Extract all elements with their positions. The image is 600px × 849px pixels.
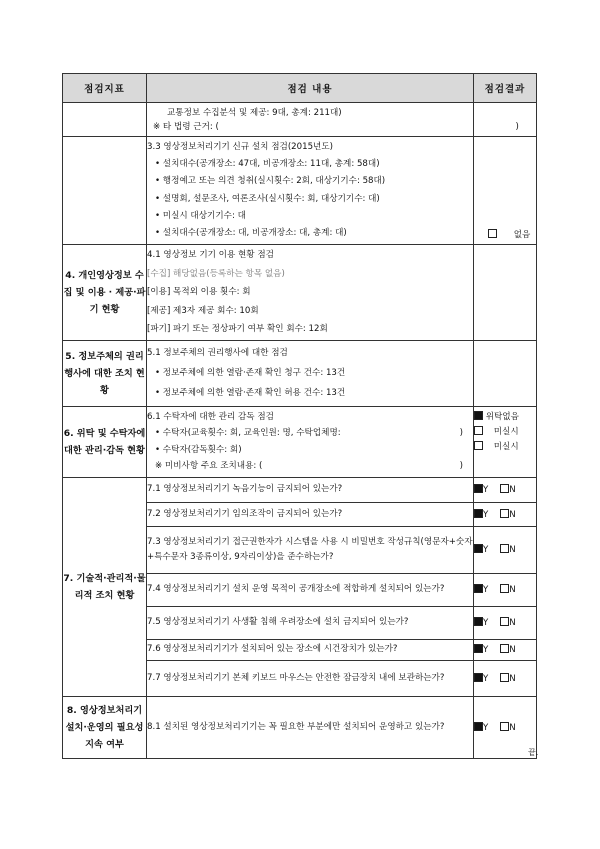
- yn-7-4: Y N: [474, 585, 516, 595]
- top-line1: 교통정보 수집분석 및 제공: 9대, 총계: 211대): [167, 107, 342, 118]
- checkbox-yes[interactable]: [474, 509, 483, 518]
- yn-7-1: Y N: [474, 485, 516, 495]
- header-indicator: 점검지표: [63, 74, 147, 103]
- row-5: [63, 340, 537, 406]
- checkbox-yes[interactable]: [474, 484, 483, 493]
- yn-7-6: Y N: [474, 645, 516, 655]
- s4-title: 4.1 영상정보 기기 이용 현황 점검: [147, 250, 274, 261]
- header-row: [63, 74, 537, 103]
- s3-line4: • 미실시 대상기기수: 대: [155, 210, 246, 221]
- s3-result: 없음: [474, 228, 536, 240]
- checkbox-none[interactable]: [488, 229, 497, 238]
- s3-line5: • 설치대수(공개장소: 대, 비공개장소: 대, 총계: 대): [155, 228, 347, 239]
- checkbox-no[interactable]: [500, 617, 509, 626]
- yn-8-1: Y N: [474, 723, 516, 733]
- row-8: [63, 696, 537, 758]
- s3-title: 3.3 영상정보처리기기 신규 설치 점검(2015년도): [147, 142, 333, 152]
- s7-item5: 7.5 영상정보처리기기 사생활 침해 우려장소에 설치 금지되어 있는가?: [147, 606, 474, 639]
- s3-line3: • 설명회, 설문조사, 여론조사(실시횟수: 회, 대상기기수: 대): [155, 193, 380, 204]
- checkbox-yes[interactable]: [474, 673, 483, 682]
- s6-result1: 위탁없음: [474, 410, 536, 425]
- checkbox-yes[interactable]: [474, 722, 483, 731]
- indicator-6: 6. 위탁 및 수탁자에 대한 관리·감독 현황: [63, 406, 147, 477]
- checkbox-yes[interactable]: [474, 617, 483, 626]
- checkbox-no[interactable]: [500, 722, 509, 731]
- top-line2: ※ 타 법령 근거: ( ): [153, 121, 519, 132]
- s6-line3: ※ 미비사항 주요 조치내용: ( ): [155, 461, 463, 472]
- checkbox-no[interactable]: [500, 673, 509, 682]
- checkbox-no[interactable]: [500, 484, 509, 493]
- s3-line2: • 행정예고 또는 의견 청취(실시횟수: 2회, 대상기기수: 58대): [155, 176, 386, 187]
- s6-line1: • 수탁자(교육횟수: 회, 교육인원: 명, 수탁업체명: ): [155, 428, 463, 439]
- yn-7-2: Y N: [474, 510, 516, 520]
- s7-item4: 7.4 영상정보처리기기 설치 운영 목적이 공개장소에 적합하게 설치되어 있는가?: [147, 573, 474, 606]
- header-result: 점검결과: [474, 74, 537, 103]
- s4-collect: [수집] 해당없음(등록하는 항목 없음): [147, 268, 285, 279]
- row-7-1: [63, 477, 537, 502]
- s7-item1: 7.1 영상정보처리기기 녹음기능이 금지되어 있는가?: [147, 477, 474, 502]
- s5-title: 5.1 정보주체의 권리행사에 대한 점검: [147, 348, 288, 359]
- s4-provide: [제공] 제3자 제공 회수: 10회: [147, 305, 259, 316]
- row-4: [63, 245, 537, 341]
- indicator-7: 7. 기술적·관리적·물리적 조치 현황: [63, 477, 147, 696]
- checkbox-no[interactable]: [500, 509, 509, 518]
- inspection-table: [62, 73, 537, 759]
- s4-use: [이용] 목적외 이용 횟수: 회: [147, 287, 251, 298]
- s6-line2: • 수탁자(감독횟수: 회): [155, 444, 242, 455]
- yn-7-5: Y N: [474, 618, 516, 628]
- checkbox-yes[interactable]: [474, 644, 483, 653]
- checkbox-yes[interactable]: [474, 544, 483, 553]
- s6-result2: 미실시: [474, 425, 536, 440]
- s7-item3: 7.3 영상정보처리기기 접근권한자가 시스템을 사용 시 비밀번호 작성규칙(영문자+숫자+특수문자 3종류이상, 9자리이상)을 준수하는가?: [147, 526, 474, 573]
- s6-title: 6.1 수탁자에 대한 관리 감독 점검: [147, 411, 274, 422]
- s4-destroy: [파기] 파기 또는 정상파기 여부 확인 회수: 12회: [147, 324, 328, 335]
- checkbox-no[interactable]: [500, 544, 509, 553]
- row-6: [63, 406, 537, 477]
- checkbox-yes[interactable]: [474, 584, 483, 593]
- checkbox-no[interactable]: [500, 584, 509, 593]
- indicator-5: 5. 정보주체의 권리행사에 대한 조치 현황: [63, 340, 147, 406]
- yn-7-7: Y N: [474, 674, 516, 684]
- indicator-4: 4. 개인영상정보 수집 및 이용 · 제공·파기 현황: [63, 245, 147, 341]
- s8-item: 8.1 설치된 영상정보처리기기는 꼭 필요한 부분에만 설치되어 운영하고 있는가?: [147, 696, 474, 758]
- header-content: 점검 내용: [147, 74, 474, 103]
- row-3-3: [63, 137, 537, 245]
- s5-line1: • 정보주체에 의한 열람·존재 확인 청구 건수: 13건: [155, 368, 346, 379]
- row-continuation: [63, 103, 537, 137]
- checkbox-not-done-1[interactable]: [474, 426, 483, 435]
- s7-item6: 7.6 영상정보처리기기가 설치되어 있는 장소에 시건장치가 있는가?: [147, 639, 474, 660]
- checkbox-no[interactable]: [500, 644, 509, 653]
- end-mark: 끝.: [528, 748, 539, 757]
- s7-item7: 7.7 영상정보처리기기 본체 키보드 마우스는 안전한 잠금장치 내에 보관하는가?: [147, 660, 474, 696]
- s3-line1: • 설치대수(공개장소: 47대, 비공개장소: 11대, 총계: 58대): [155, 159, 380, 170]
- checkbox-no-consign[interactable]: [474, 411, 483, 420]
- s6-result3: 미실시: [474, 440, 536, 455]
- yn-7-3: Y N: [474, 545, 516, 555]
- s5-line2: • 정보주체에 의한 열람·존재 확인 허용 건수: 13건: [155, 388, 346, 399]
- checkbox-not-done-2[interactable]: [474, 441, 483, 450]
- indicator-8: 8. 영상정보처리기 설치·운영의 필요성 지속 여부: [63, 696, 147, 758]
- s7-item2: 7.2 영상정보처리기기 임의조작이 금지되어 있는가?: [147, 502, 474, 526]
